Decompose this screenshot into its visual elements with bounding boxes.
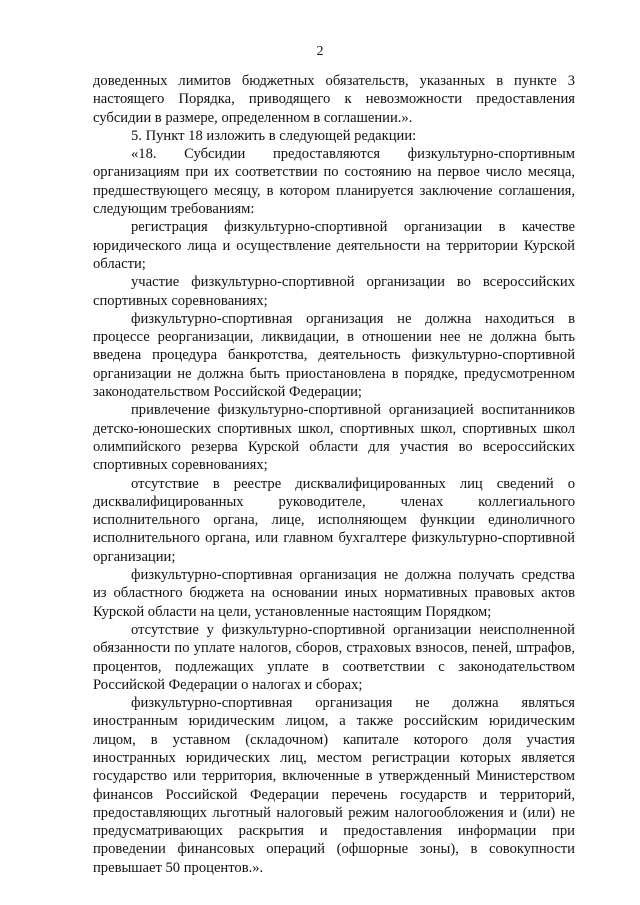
paragraph-item-5: 5. Пункт 18 изложить в следующей редакции:: [131, 127, 417, 144]
requirement-no-other-funding: физкультурно-спортивная организация не должна получать средства из областного бюджета на основании иных нормативных правовых актов Курской области на цели, установленные настоящим Порядком;: [93, 567, 575, 620]
requirement-no-tax-debt: отсутствие у физкультурно-спортивной организации неисполненной обязанности по уплате налогов, сборов, страховых взносов, пеней, штрафов, процентов, подлежащих уплате в соответствии с законодательством Российской Федерации о налогах и сборах;: [93, 621, 575, 693]
paragraph-clause-18: «18. Субсидии предоставляются физкультурно-спортивным организациям при их соответствии по состоянию на первое число месяца, предшествующего месяцу, в котором планируется заключение соглашения, следующим требованиям:: [93, 146, 575, 218]
requirement-not-foreign-entity: физкультурно-спортивная организация не должна являться иностранным юридическим лицом, а также российским юридическим лицом, в уставном (складочном) капитале которого доля участия иностранных юридических лиц, местом регистрации которых является государство или территория, включенные в утвержденный Министерством финансов Российской Федерации перечень государств и территорий, предоставляющих льготный налоговый режим налогообложения и (или) не предусматривающих раскрытия и предоставления информации при проведении финансовых операций (офшорные зоны), в совокупности превышает 50 процентов.».: [93, 695, 575, 876]
document-body: [93, 72, 575, 877]
requirement-pupils-involvement: привлечение физкультурно-спортивной организацией воспитанников детско-юношеских спортивных школ, спортивных школ, спортивных школ олимпийского резерва Курской области для участия во всероссийских спортивных соревнованиях;: [93, 402, 575, 474]
requirement-no-reorganization: физкультурно-спортивная организация не должна находиться в процессе реорганизации, ликвидации, в отношении нее не должна быть введена процедура банкротства, деятельность физкультурно-спортивной организации не должна быть приостановлена в порядке, предусмотренном законодательством Российской Федерации;: [93, 310, 575, 401]
requirement-participation: участие физкультурно-спортивной организации во всероссийских спортивных соревнованиях;: [93, 274, 575, 309]
paragraph-continuation: доведенных лимитов бюджетных обязательств, указанных в пункте 3 настоящего Порядка, приводящего к невозможности предоставления субсидии в размере, определенном в соглашении.».: [93, 73, 575, 126]
page-number: 2: [316, 44, 324, 59]
requirement-no-disqualified-persons: отсутствие в реестре дисквалифицированных лиц сведений о дисквалифицированных руководителе, членах коллегиального исполнительного органа, лице, исполняющем функции единоличного исполнительного органа, или главном бухгалтере физкультурно-спортивной организации;: [93, 475, 575, 565]
requirement-registration: регистрация физкультурно-спортивной организации в качестве юридического лица и осуществление деятельности на территории Курской области;: [93, 219, 575, 272]
